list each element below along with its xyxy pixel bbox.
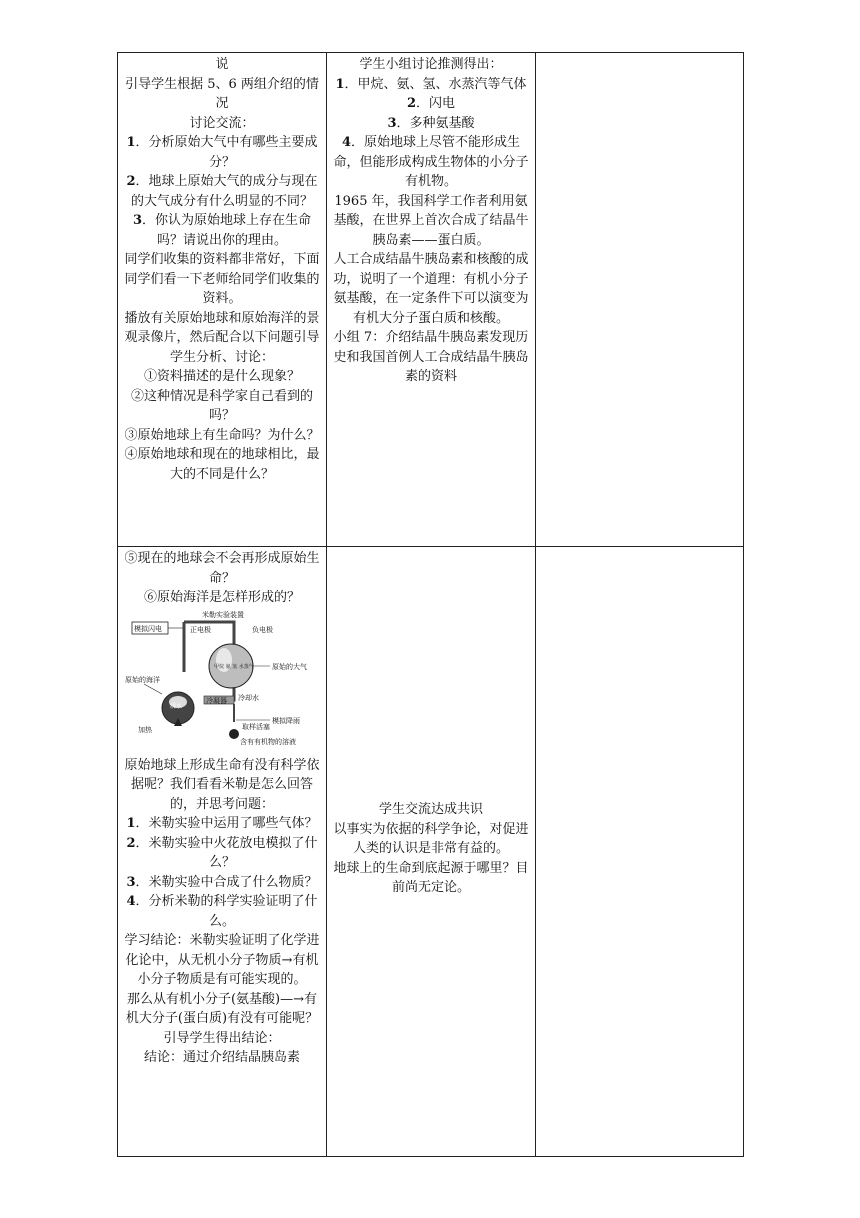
diagram-label-atmos: 原始的大气	[272, 662, 307, 671]
item-number: 1	[126, 816, 136, 831]
item-number: 2	[406, 96, 417, 111]
numbered-item	[122, 814, 322, 834]
text-line: 以事实为依据的科学争论，对促进人类的认识是非常有益的。	[333, 821, 529, 857]
text-line: ⑤现在的地球会不会再形成原始生命？	[124, 551, 320, 586]
item-text: ．你认为原始地球上存在生命吗？请说出你的理由。	[142, 213, 312, 248]
text-line: ②这种情况是科学家自己看到的吗？	[130, 388, 313, 423]
item-number: 4	[341, 135, 352, 150]
item-text: ．分析原始大气中有哪些主要成分？	[135, 135, 318, 170]
diagram-title: 米勒实验装置	[202, 610, 244, 619]
item-text: ．甲烷、氨、氢、水蒸汽等气体	[344, 76, 527, 92]
diagram-label-neg: 负电极	[252, 625, 273, 634]
numbered-item	[331, 114, 531, 134]
numbered-item	[122, 873, 322, 893]
row2-teacher-after	[122, 756, 322, 1068]
item-text: ．地球上原始大气的成分与现在的大气成分有什么明显的不同？	[130, 174, 318, 209]
diagram-label-ocean: 原始的海洋	[125, 675, 160, 684]
text-line: 引导学生得出结论：	[163, 1030, 281, 1046]
numbered-item	[122, 172, 322, 211]
numbered-item	[122, 834, 322, 873]
item-number: 4	[126, 894, 136, 909]
text-line: 播放有关原始地球和原始海洋的景观录像片，然后配合以下问题引导学生分析、讨论：	[124, 310, 320, 365]
item-number: 2	[126, 835, 136, 851]
row2-teacher	[118, 547, 326, 1068]
numbered-item	[122, 133, 322, 172]
item-number: 1	[335, 76, 345, 92]
diagram-label-solution: 含有有机物的溶液	[240, 737, 296, 746]
item-number: 2	[126, 174, 136, 189]
text-line: 讨论交流：	[189, 115, 255, 131]
text-line: 学生小组讨论推测得出：	[359, 57, 503, 72]
text-line: 原始地球上形成生命有没有科学依据呢？我们看看米勒是怎么回答的，并思考问题：	[124, 757, 320, 812]
miller-experiment-diagram	[124, 610, 320, 756]
diagram-label-cooling: 冷却水	[238, 693, 259, 702]
row2-teacher-before	[122, 549, 322, 608]
numbered-item	[122, 892, 322, 931]
text-line: 同学们收集的资料都非常好，下面同学们看一下老师给同学们收集的资料。	[124, 252, 320, 306]
item-number: 1	[126, 135, 136, 150]
diagram-label-heat: 加热	[138, 725, 152, 734]
text-line: 结论：通过介绍结晶胰岛素	[143, 1050, 300, 1065]
text-line: ①资料描述的是什么现象？	[143, 369, 300, 384]
diagram-label-condenser: 冷凝器	[206, 696, 227, 705]
diagram-label-rain: 模拟降雨	[272, 716, 300, 725]
diagram-label-pos: 正电极	[190, 625, 211, 634]
diagram-label-gas: 甲烷 氨 氢 水蒸气	[214, 663, 254, 670]
text-line: 人工合成结晶牛胰岛素和核酸的成功，说明了一个道理：有机小分子氨基酸，在一定条件下可以演变为有机大分子蛋白质和核酸。	[333, 252, 529, 326]
row1-teacher	[118, 53, 326, 484]
lesson-table	[117, 52, 744, 1157]
teacher-activity-cell	[118, 53, 327, 547]
text-line: 地球上的生命到底起源于哪里？目前尚无定论。	[333, 860, 529, 896]
item-text: ．多种氨基酸	[396, 115, 475, 131]
item-text: ．分析米勒的科学实验证明了什么。	[135, 894, 318, 929]
item-text: ．米勒实验中火花放电模拟了什么？	[135, 835, 318, 870]
diagram-label-lightning: 模拟闪电	[134, 624, 162, 633]
notes-cell	[536, 53, 744, 547]
text-line: 那么从有机小分子(氨基酸)—→有机大分子(蛋白质)有没有可能呢？	[125, 991, 319, 1026]
diagram-label-boil: 沸水	[170, 702, 183, 710]
text-line: ④原始地球和现在的地球相比，最大的不同是什么？	[124, 447, 320, 482]
row1-student	[327, 53, 535, 387]
student-activity-cell	[327, 547, 536, 1157]
numbered-item	[331, 94, 531, 114]
table-row	[118, 547, 744, 1157]
student-activity-cell	[327, 53, 536, 547]
item-text: ．原始地球上尽管不能形成生命，但能形成构成生物体的小分子有机物。	[333, 135, 529, 189]
text-line: 学生交流达成共识	[378, 802, 483, 818]
text-line: 小组 7：介绍结晶牛胰岛素发现历史和我国首例人工合成结晶牛胰岛素的资料	[333, 330, 529, 384]
row2-student	[327, 547, 535, 1149]
teacher-activity-cell	[118, 547, 327, 1157]
text-line: 引导学生根据 5、6 两组介绍的情况	[125, 76, 319, 111]
text-line: ③原始地球上有生命吗？为什么？	[124, 427, 320, 443]
numbered-item	[122, 211, 322, 250]
item-text: ．闪电	[416, 96, 456, 111]
notes-cell	[536, 547, 744, 1157]
text-line: ⑥原始海洋是怎样形成的？	[143, 590, 300, 605]
item-number: 3	[126, 874, 136, 890]
item-text: ．米勒实验中运用了哪些气体？	[135, 816, 318, 831]
item-number: 3	[387, 115, 397, 131]
numbered-item	[331, 75, 531, 95]
text-line: 说	[215, 57, 229, 72]
text-line: 1965 年，我国科学工作者利用氨基酸，在世界上首次合成了结晶牛胰岛素——蛋白质。	[333, 193, 529, 248]
numbered-item	[331, 133, 531, 192]
item-text: ．米勒实验中合成了什么物质？	[135, 874, 318, 890]
table-row	[118, 53, 744, 547]
diagram-label-sample: 取样活塞	[242, 722, 270, 731]
text-line: 学习结论：米勒实验证明了化学进化论中，从无机小分子物质→有机小分子物质是有可能实现的。	[124, 933, 320, 987]
item-number: 3	[132, 213, 143, 228]
